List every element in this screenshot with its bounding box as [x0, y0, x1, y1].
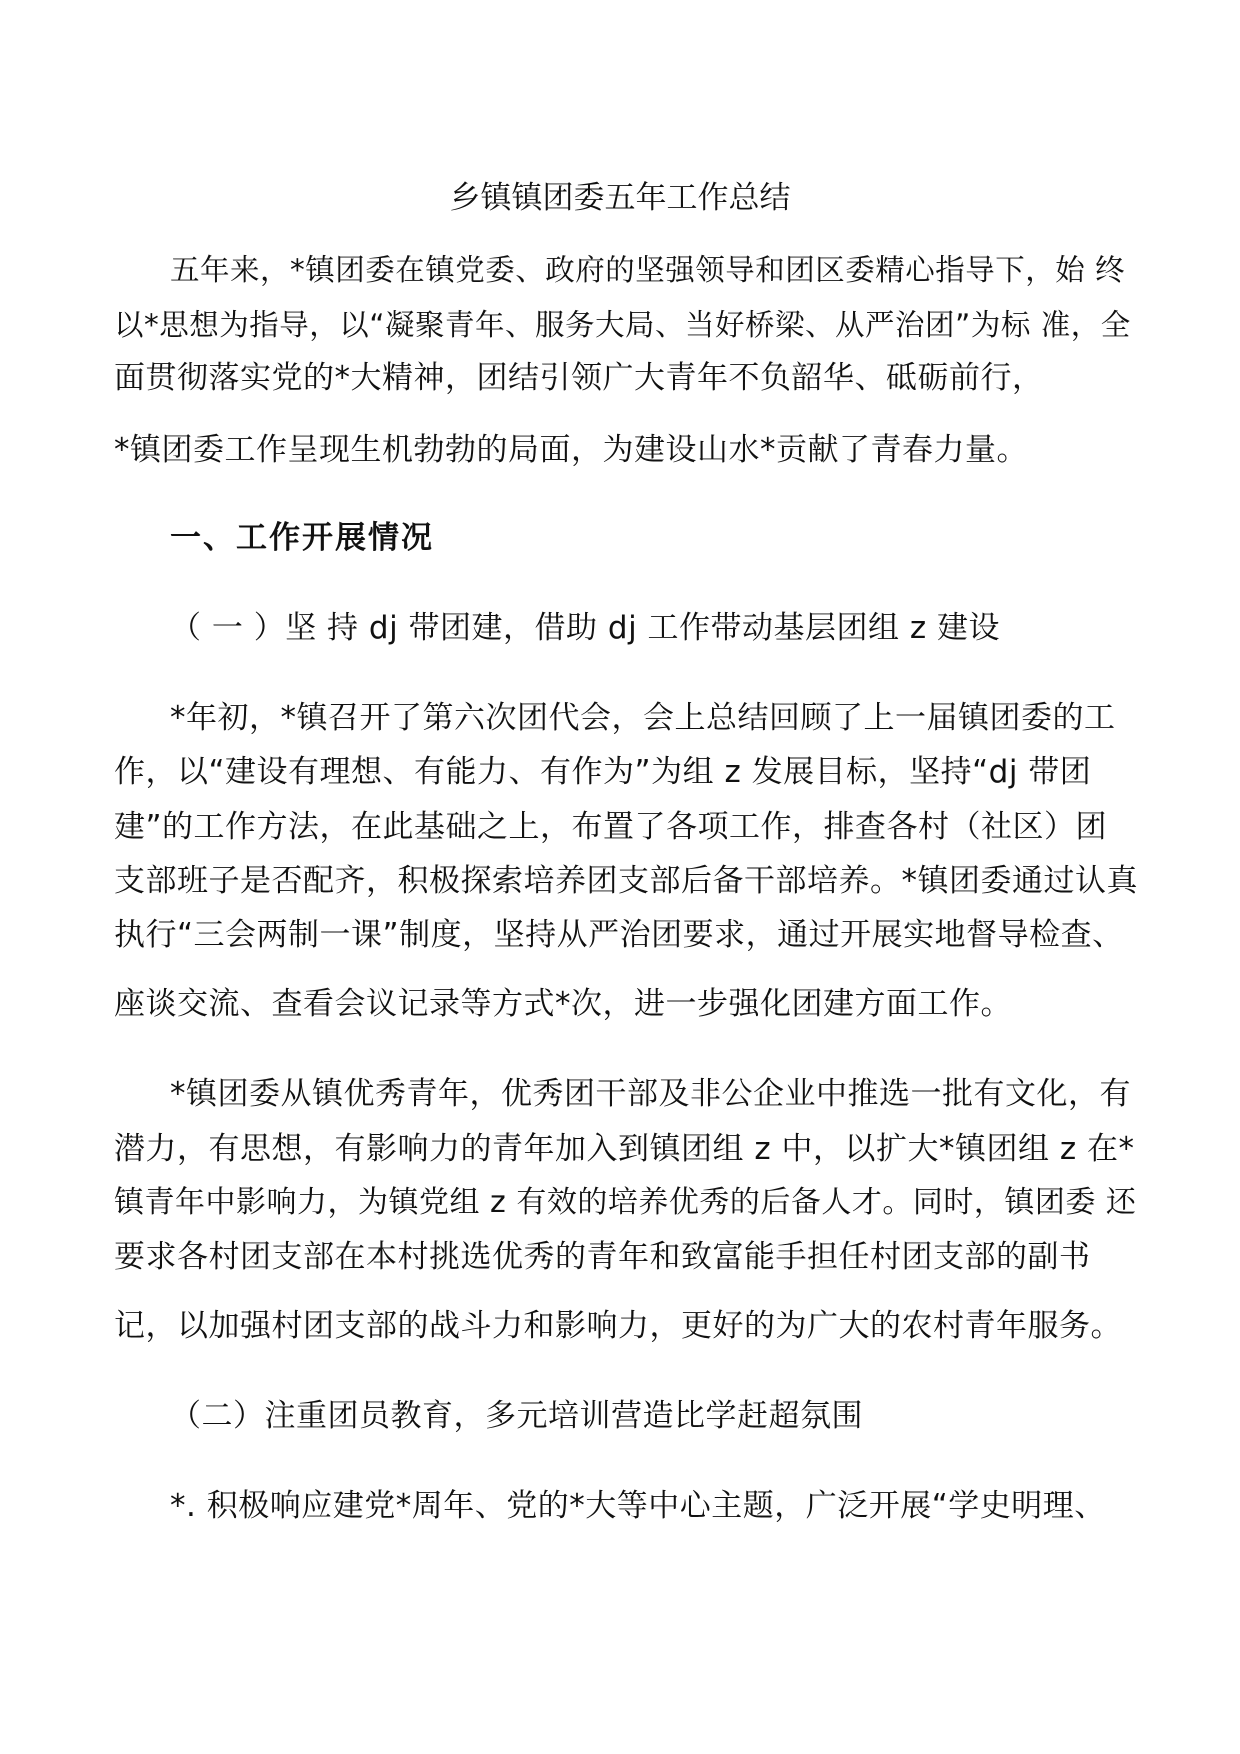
paragraph-line: 面贯彻落实党的*大精神，团结引领广大青年不负韶华、砥砺前行，: [114, 360, 1044, 396]
paragraph-line: *镇团委从镇优秀青年，优秀团干部及非公企业中推选一批有文化，有: [170, 1076, 1131, 1112]
paragraph-line: 执行“三会两制一课”制度，坚持从严治团要求，通过开展实地督导检查、: [114, 917, 1124, 953]
paragraph-line: *年初，*镇召开了第六次团代会，会上总结回顾了上一届镇团委的工: [170, 700, 1116, 736]
subsection-heading: （ 一 ）坚 持 dj 带团建，借助 dj 工作带动基层团组 z 建设: [170, 610, 1001, 646]
section-heading: 一、工作开展情况: [170, 520, 434, 556]
document-title: 乡镇镇团委五年工作总结: [449, 180, 791, 216]
paragraph-line: 座谈交流、查看会议记录等方式*次，进一步强化团建方面工作。: [114, 986, 1012, 1022]
paragraph-line: 镇青年中影响力，为镇党组 z 有效的培养优秀的后备人才。同时，镇团委 还: [114, 1185, 1137, 1220]
paragraph-line: 支部班子是否配齐，积极探索培养团支部后备干部培养。*镇团委通过认真: [114, 863, 1138, 899]
paragraph-line: 建”的工作方法，在此基础之上，布置了各项工作，排查各村（社区）团: [114, 809, 1108, 845]
paragraph-line: *. 积极响应建党*周年、党的*大等中心主题，广泛开展“学史明理、: [170, 1488, 1106, 1524]
paragraph-line: 要求各村团支部在本村挑选优秀的青年和致富能手担任村团支部的副书: [114, 1239, 1091, 1275]
paragraph-line: *镇团委工作呈现生机勃勃的局面，为建设山水*贡献了青春力量。: [114, 432, 1028, 468]
paragraph-line: 以*思想为指导，以“凝聚青年、服务大局、当好桥梁、从严治团”为标 准，全: [114, 308, 1131, 342]
paragraph-line: 记，以加强村团支部的战斗力和影响力，更好的为广大的农村青年服务。: [114, 1308, 1122, 1344]
subsection-heading: （二）注重团员教育，多元培训营造比学赶超氛围: [170, 1398, 863, 1434]
paragraph-line: 潜力，有思想，有影响力的青年加入到镇团组 z 中，以扩大*镇团组 z 在*: [114, 1131, 1135, 1167]
paragraph-line: 五年来，*镇团委在镇党委、政府的坚强领导和团区委精心指导下，始 终: [170, 253, 1126, 287]
paragraph-line: 作，以“建设有理想、有能力、有作为”为组 z 发展目标，坚持“dj 带团: [114, 754, 1092, 790]
